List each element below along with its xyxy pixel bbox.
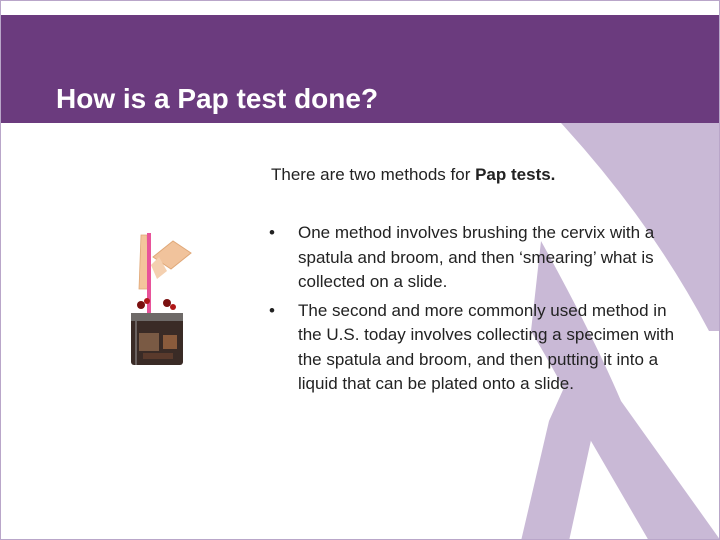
bullet-list — [269, 221, 689, 401]
pap-test-vial-with-spatula-icon — [127, 229, 193, 369]
bullet-marker: • — [269, 300, 275, 320]
bullet-text: The second and more commonly used method in the U.S. today involves collecting a specimen with the spatula and broom, and then putting it into a liquid that can be plated onto a slide. — [298, 300, 675, 393]
intro-bold: Pap tests. — [475, 165, 556, 184]
bullet-marker: • — [269, 223, 275, 242]
intro-text — [271, 164, 691, 186]
bullet-text: One method involves brushing the cervix with a spatula and broom, and then ‘smearing’ what is collected on a slide. — [298, 223, 655, 291]
bullet-item — [269, 299, 689, 397]
slide-title: How is a Pap test done? — [56, 83, 379, 114]
bullet-item — [269, 221, 689, 295]
intro-prefix: There are two methods for — [271, 165, 476, 184]
